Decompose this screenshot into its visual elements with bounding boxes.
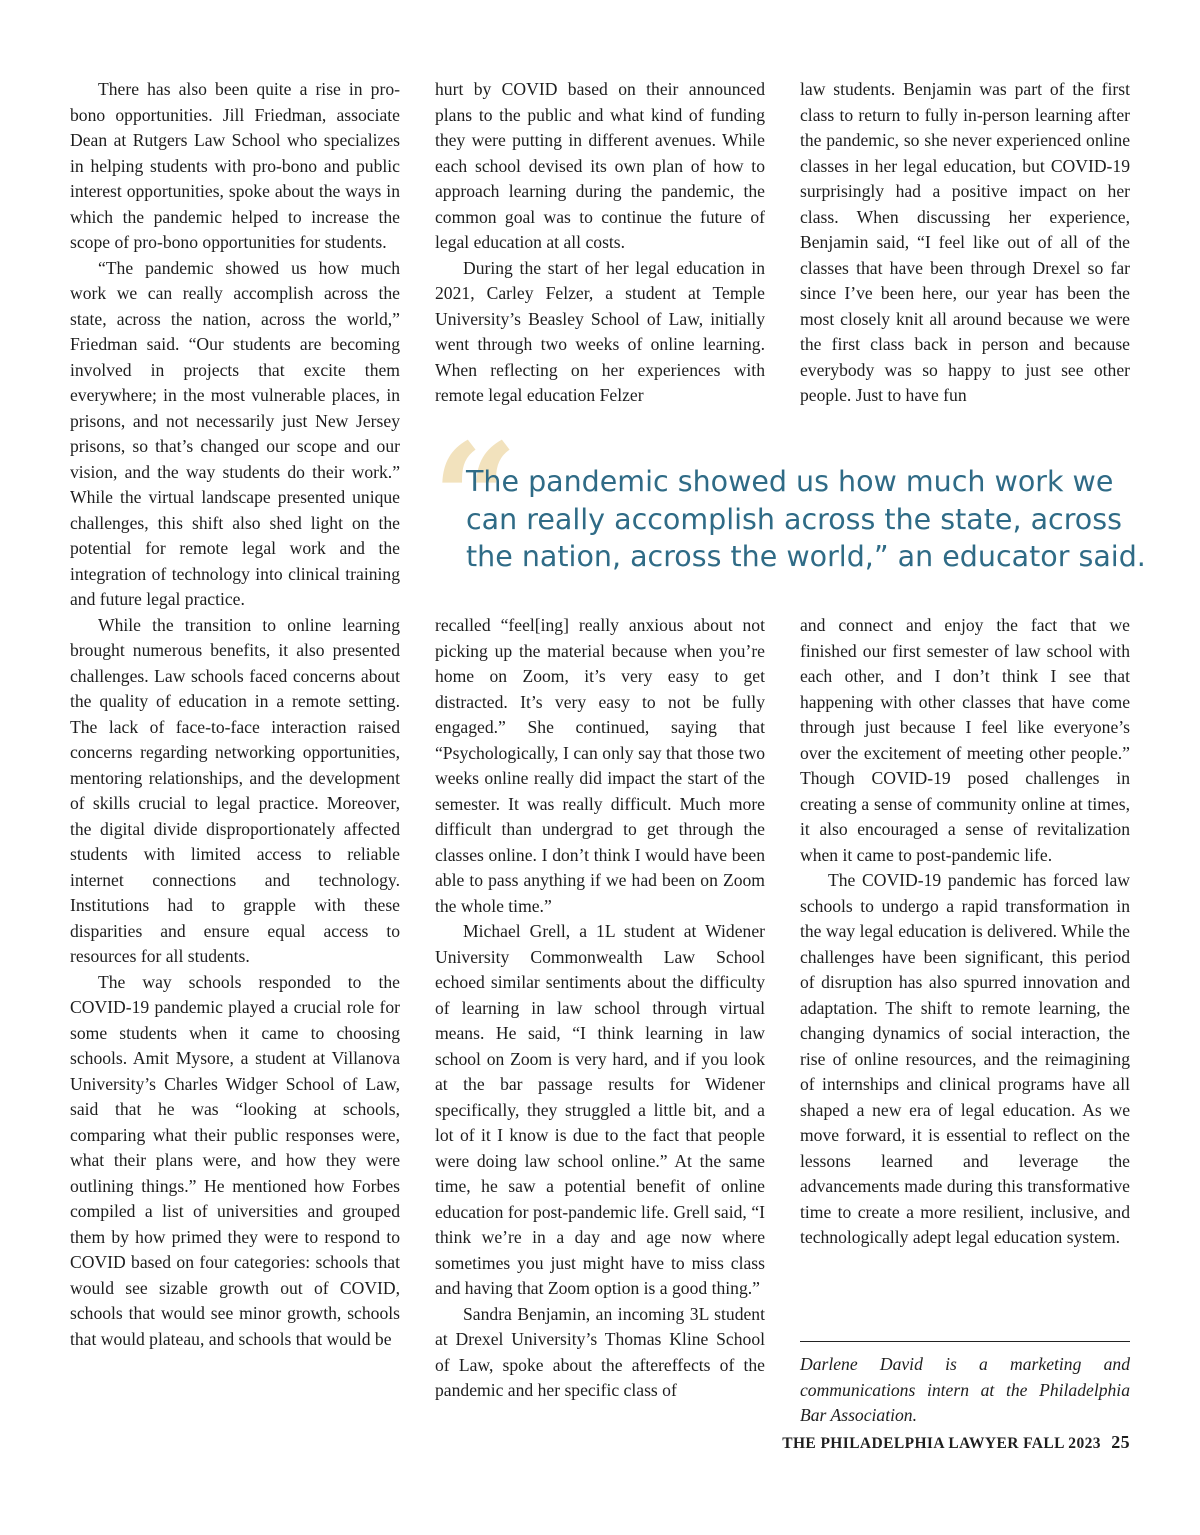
paragraph: During the start of her legal education in 2021, Carley Felzer, a student at Temple University’s Beasley School of Law, initially went through two weeks of online learning. When reflecting on her experiences with remote legal education Felzer <box>435 257 765 405</box>
paragraph: law students. Benjamin was part of the first class to return to fully in-person learning after the pandemic, so she never experienced online classes in her legal education, but COVID-19 surprisingly had a positive impact on her class. When discussing her experience, Benjamin said, “I feel like out of all of the classes that have been through Drexel so far since I’ve been here, our year has been the most closely knit all around because we were the first class back in person and because everybody was so happy to just see other people. Just to have fun <box>800 79 1130 405</box>
column-3-top <box>800 77 1130 409</box>
issue-label: FALL 2023 <box>1023 1435 1101 1452</box>
paragraph: There has also been quite a rise in pro-bono opportunities. Jill Friedman, associate Dean at Rutgers Law School who specializes in helping students with pro-bono and public interest opportunities, spoke about the ways in which the pandemic helped to increase the scope of pro-bono opportunities for students. <box>70 79 400 252</box>
paragraph: Michael Grell, a 1L student at Widener University Commonwealth Law School echoed similar sentiments about the difficulty of learning in law school through virtual means. He said, “I think learning in law school on Zoom is very hard, and if you look at the bar passage results for Widener specifically, they struggled a little bit, and a lot of it I know is due to the fact that people were doing law school online.” At the same time, he saw a potential benefit of online education for post-pandemic life. Grell said, “I think we’re in a day and age now where sometimes you just might have to miss class and having that Zoom option is a good thing.” <box>435 921 765 1298</box>
paragraph: Sandra Benjamin, an incoming 3L student at Drexel University’s Thomas Kline School of Law, spoke about the aftereffects of the pandemic and her specific class of <box>435 1303 765 1400</box>
column-3-bottom <box>800 613 1130 1251</box>
paragraph: and connect and enjoy the fact that we finished our first semester of law school with each other, and I don’t think I see that happening with other classes that have come through just because I feel like everyone’s over the excitement of meeting other people.” Though COVID-19 posed challenges in creating a sense of community online at times, it also encouraged a sense of revitalization when it came to post-pandemic life. <box>800 615 1130 865</box>
column-2-bottom <box>435 613 765 1404</box>
paragraph: While the transition to online learning brought numerous benefits, it also presented challenges. Law schools faced concerns about the quality of education in a remote setting. The lack of face-to-face interaction raised concerns regarding networking opportunities, mentoring relationships, and the development of skills crucial to legal practice. Moreover, the digital divide disproportionately affected students with limited access to reliable internet connections and technology. Institutions had to grapple with these disparities and ensure equal access to resources for all students. <box>70 614 400 966</box>
pull-quote <box>432 411 1162 587</box>
publication-name: THE PHILADELPHIA LAWYER <box>782 1435 1019 1452</box>
author-byline: Darlene David is a marketing and communications intern at the Philadelphia Bar Association. <box>800 1354 1130 1425</box>
paragraph: “The pandemic showed us how much work we can really accomplish across the state, across the nation, across the world,” Friedman said. “Our students are becoming involved in projects that excite them everywhere; in the most vulnerable places, in prisons, and not necessarily just New Jersey prisons, so that’s changed our scope and our vision, and the way students do their work.” While the virtual landscape presented unique challenges, this shift also shed light on the potential for remote legal work and the integration of technology into clinical training and future legal practice. <box>70 257 400 609</box>
column-1 <box>70 77 400 1352</box>
paragraph: hurt by COVID based on their announced plans to the public and what kind of funding they were putting in different avenues. While each school devised its own plan of how to approach learning during the pandemic, the common goal was to continue the future of legal education at all costs. <box>435 79 765 252</box>
paragraph: The way schools responded to the COVID-19 pandemic played a crucial role for some students when it came to choosing schools. Amit Mysore, a student at Villanova University’s Charles Widger School of Law, said that he was “looking at schools, comparing what their public responses were, what their plans were, and how they were outlining things.” He mentioned how Forbes compiled a list of universities and grouped them by how primed they were to respond to COVID based on four categories: schools that would see sizable growth out of COVID, schools that would see minor growth, schools that would plateau, and schools that would be <box>70 971 400 1349</box>
byline-divider <box>800 1341 1130 1342</box>
page-number: 25 <box>1111 1432 1130 1452</box>
page-footer <box>782 1432 1130 1453</box>
column-2-top <box>435 77 765 409</box>
paragraph: The COVID-19 pandemic has forced law schools to undergo a rapid transformation in the way legal education is delivered. While the challenges have been significant, this period of disruption has also spurred innovation and adaptation. The shift to remote learning, the changing dynamics of social interaction, the rise of online resources, and the reimagining of internships and clinical programs have all shaped a new era of legal education. As we move forward, it is essential to reflect on the lessons learned and leverage the advancements made during this transformative time to create a more resilient, inclusive, and technologically adept legal education system. <box>800 870 1130 1247</box>
pull-quote-text: The pandemic showed us how much work we can really accomplish across the state, across the nation, across the world,” an educator said. <box>466 465 1146 573</box>
paragraph: recalled “feel[ing] really anxious about not picking up the material because when you’re home on Zoom, it’s very easy to get distracted. It’s very easy to not be fully engaged.” She continued, saying that “Psychologically, I can only say that those two weeks online really did impact the start of the semester. It was really difficult. Much more difficult than undergrad to get through the classes online. I don’t think I would have been able to pass anything if we had been on Zoom the whole time.” <box>435 615 765 916</box>
quote-mark-icon: “ <box>432 411 519 587</box>
